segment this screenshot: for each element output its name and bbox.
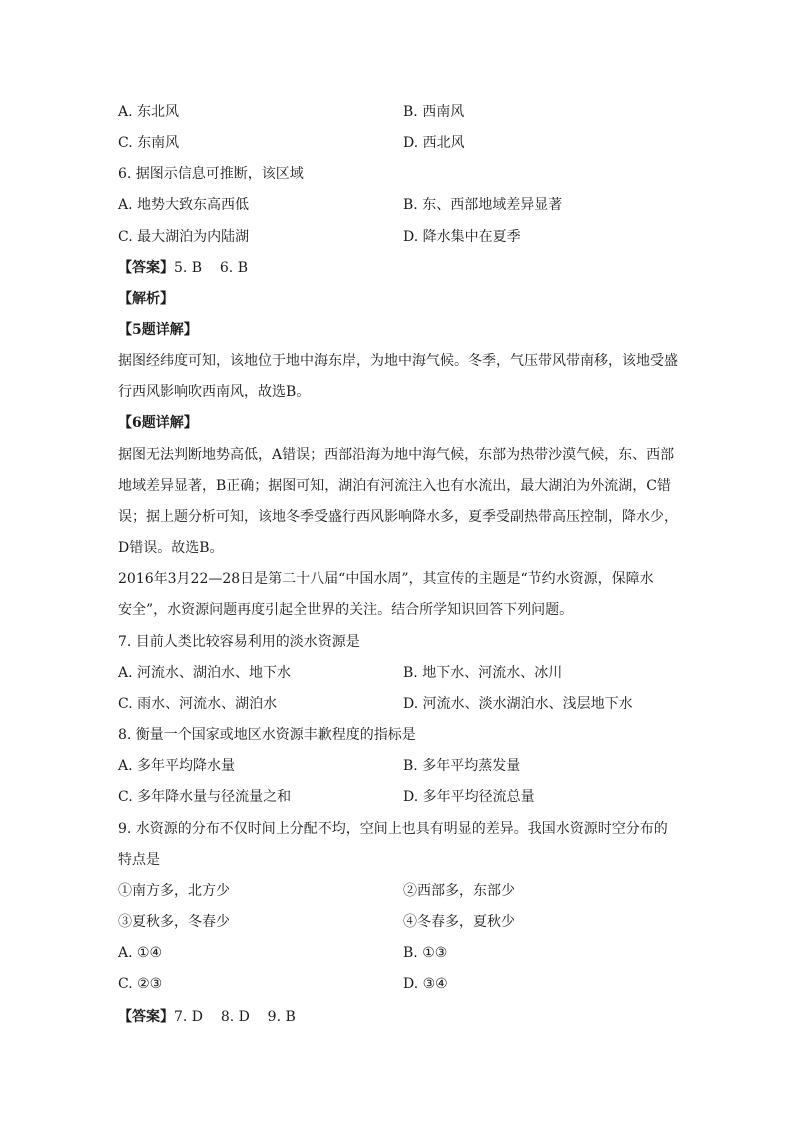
q8-stem: 8. 衡量一个国家或地区水资源丰歉程度的指标是 bbox=[118, 727, 416, 743]
intro-line-1: 2016年3月22—28日是第二十八届“中国水周”，其宣传的主题是“节约水资源，保障水 bbox=[118, 571, 654, 587]
q6-option-d: D. 降水集中在夏季 bbox=[403, 229, 521, 245]
intro-line-2: 安全”，水资源问题再度引起全世界的关注。结合所学知识回答下列问题。 bbox=[118, 602, 574, 618]
q9-option-b: B. ①③ bbox=[403, 945, 448, 961]
detail-6-line-3: 误；据上题分析可知，该地冬季受盛行西风影响降水多，夏季受副热带高压控制，降水少， bbox=[118, 509, 678, 525]
q9-statement-1: ①南方多，北方少 bbox=[118, 883, 230, 899]
detail-6-label: 【6题详解】 bbox=[118, 415, 198, 431]
q7-option-d: D. 河流水、淡水湖泊水、浅层地下水 bbox=[403, 696, 633, 712]
q6-stem: 6. 据图示信息可推断，该区域 bbox=[118, 166, 304, 182]
detail-5-line-1: 据图经纬度可知，该地位于地中海东岸，为地中海气候。冬季，气压带风带南移，该地受盛 bbox=[118, 353, 678, 369]
detail-6-line-1: 据图无法判断地势高低，A错误；西部沿海为地中海气候，东部为热带沙漠气候，东、西部 bbox=[118, 447, 675, 463]
q6-option-c: C. 最大湖泊为内陆湖 bbox=[118, 229, 250, 245]
q8-option-d: D. 多年平均径流总量 bbox=[403, 789, 535, 805]
q8-option-a: A. 多年平均降水量 bbox=[118, 758, 236, 774]
q6-option-b: B. 东、西部地域差异显著 bbox=[403, 197, 563, 213]
q9-statement-3: ③夏秋多，冬春少 bbox=[118, 914, 230, 930]
q7-option-b: B. 地下水、河流水、冰川 bbox=[403, 665, 563, 681]
q7-option-c: C. 雨水、河流水、湖泊水 bbox=[118, 696, 278, 712]
q6-option-a: A. 地势大致东高西低 bbox=[118, 197, 250, 213]
q8-option-c: C. 多年降水量与径流量之和 bbox=[118, 789, 292, 805]
q9-statement-2: ②西部多，东部少 bbox=[403, 883, 515, 899]
detail-5-line-2: 行西风影响吹西南风，故选B。 bbox=[118, 384, 311, 400]
q9-stem-line-2: 特点是 bbox=[118, 852, 160, 868]
answer-label: 【答案】 bbox=[118, 1009, 174, 1025]
detail-6-line-4: D错误。故选B。 bbox=[118, 540, 224, 556]
q8-option-b: B. 多年平均蒸发量 bbox=[403, 758, 521, 774]
answer-block-1 bbox=[118, 258, 248, 278]
q5-option-b: B. 西南风 bbox=[403, 104, 465, 120]
q9-statement-4: ④冬春多，夏秋少 bbox=[403, 914, 515, 930]
answer-label: 【答案】 bbox=[118, 260, 174, 276]
q9-option-a: A. ①④ bbox=[118, 945, 163, 961]
q9-stem-line-1: 9. 水资源的分布不仅时间上分配不均，空间上也具有明显的差异。我国水资源时空分布的 bbox=[118, 821, 668, 837]
answer-block-2 bbox=[118, 1007, 296, 1027]
q9-option-d: D. ③④ bbox=[403, 976, 448, 992]
q5-option-a: A. 东北风 bbox=[118, 104, 180, 120]
q5-option-d: D. 西北风 bbox=[403, 135, 465, 151]
q7-option-a: A. 河流水、湖泊水、地下水 bbox=[118, 665, 292, 681]
analysis-label: 【解析】 bbox=[118, 291, 174, 307]
answer-text: 5. B 6. B bbox=[174, 260, 248, 276]
q5-option-c: C. 东南风 bbox=[118, 135, 180, 151]
answer-text: 7. D 8. D 9. B bbox=[174, 1009, 296, 1025]
q9-option-c: C. ②③ bbox=[118, 976, 163, 992]
q7-stem: 7. 目前人类比较容易利用的淡水资源是 bbox=[118, 634, 360, 650]
detail-6-line-2: 地域差异显著，B正确；据图可知，湖泊有河流注入也有水流出，最大湖泊为外流湖，C错 bbox=[118, 478, 671, 494]
detail-5-label: 【5题详解】 bbox=[118, 322, 198, 338]
